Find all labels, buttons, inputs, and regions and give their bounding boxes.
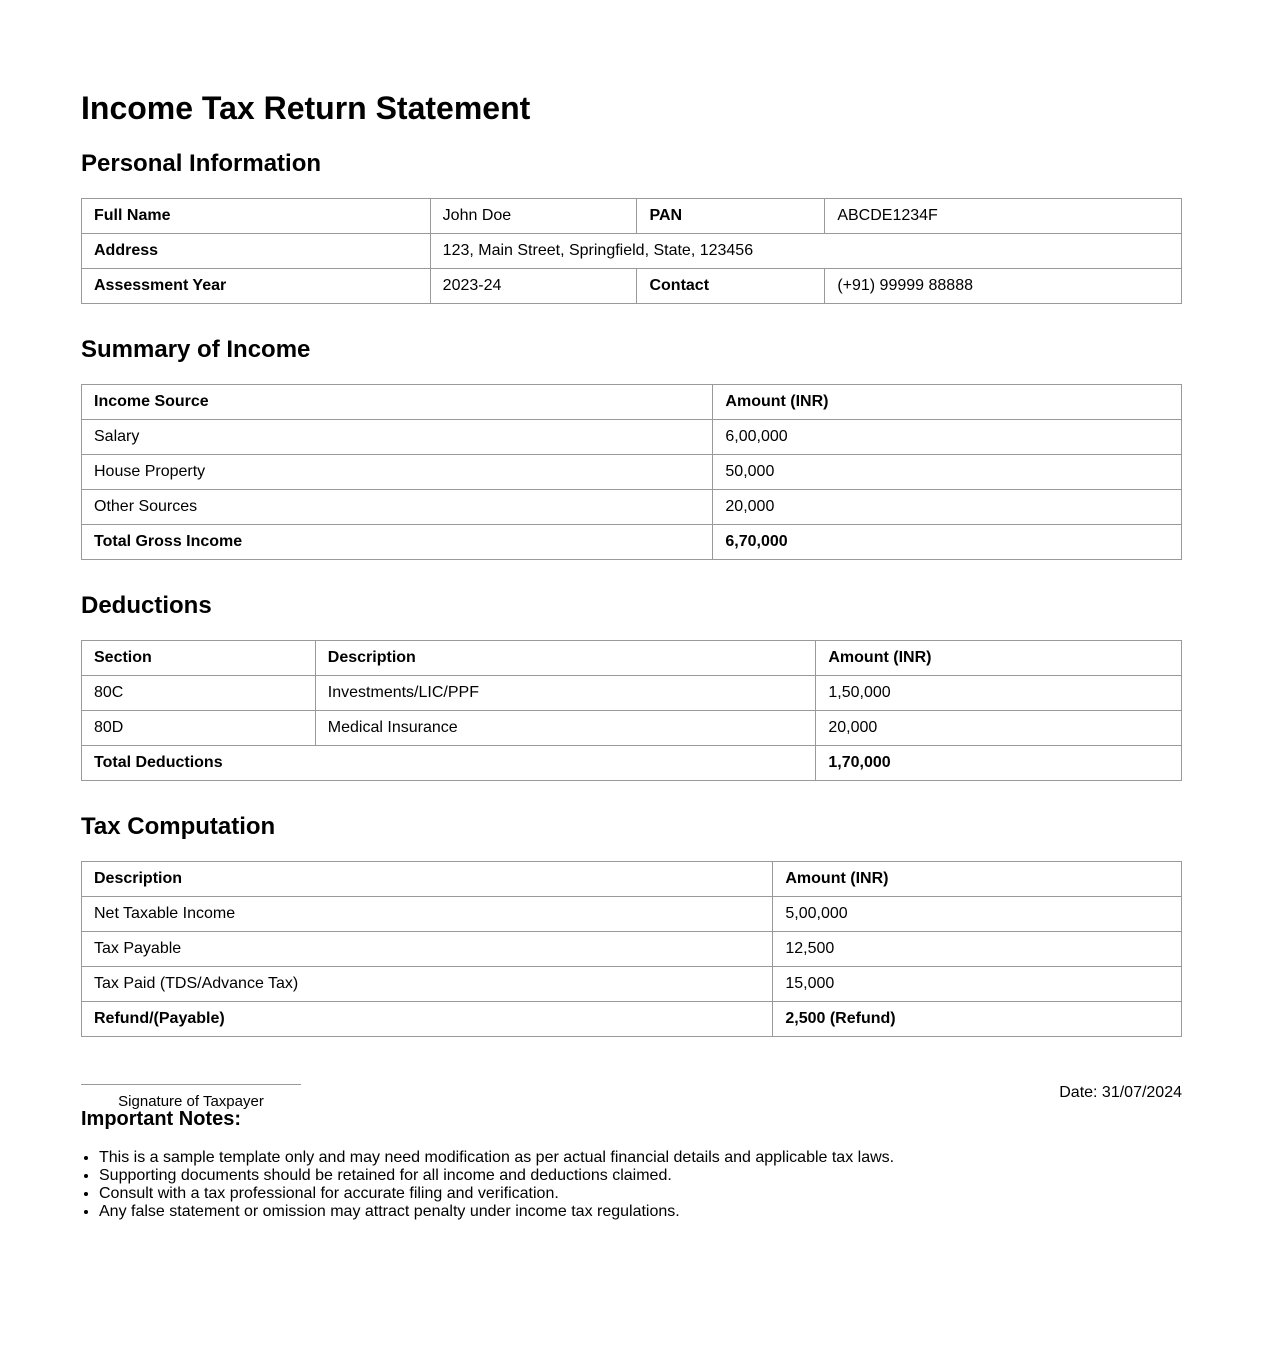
income-amount: 50,000 [713, 455, 1182, 490]
personal-info-table [81, 198, 1182, 304]
deductions-heading: Deductions [81, 592, 212, 619]
refund-amount: 2,500 (Refund) [773, 1002, 1182, 1037]
tax-amount-header: Amount (INR) [773, 862, 1182, 897]
list-item: • Supporting documents should be retained for all income and deductions claimed. [99, 1167, 1179, 1185]
notes-heading: Important Notes: [81, 1108, 241, 1130]
table-row [82, 420, 1182, 455]
table-row [82, 234, 1182, 269]
income-amount: 6,00,000 [713, 420, 1182, 455]
contact-label: Contact [637, 269, 825, 304]
table-header-row [82, 385, 1182, 420]
personal-info-heading: Personal Information [81, 150, 322, 177]
tax-amount: 15,000 [773, 967, 1182, 1002]
tax-table [81, 861, 1182, 1037]
pan-value: ABCDE1234F [825, 199, 1182, 234]
tax-heading: Tax Computation [81, 813, 276, 840]
income-amount: 20,000 [713, 490, 1182, 525]
income-source: Other Sources [82, 490, 713, 525]
full-name-label: Full Name [82, 199, 431, 234]
deductions-table [81, 640, 1182, 781]
tax-description: Tax Payable [82, 932, 773, 967]
deduction-amount: 1,50,000 [816, 676, 1182, 711]
income-amount-header: Amount (INR) [713, 385, 1182, 420]
assessment-year-value: 2023-24 [430, 269, 637, 304]
tax-amount: 12,500 [773, 932, 1182, 967]
section-header: Section [82, 641, 316, 676]
table-row [82, 490, 1182, 525]
list-item: • Consult with a tax professional for accurate filing and verification. [99, 1185, 1179, 1203]
date-text: Date: 31/07/2024 [1059, 1084, 1182, 1101]
table-row [82, 897, 1182, 932]
tax-amount: 5,00,000 [773, 897, 1182, 932]
signature-label: Signature of Taxpayer [118, 1093, 264, 1110]
address-value: 123, Main Street, Springfield, State, 123456 [430, 234, 1181, 269]
income-source: House Property [82, 455, 713, 490]
refund-label: Refund/(Payable) [82, 1002, 773, 1037]
document-title: Income Tax Return Statement [81, 90, 531, 126]
table-total-row [82, 1002, 1182, 1037]
table-total-row [82, 525, 1182, 560]
total-income-amount: 6,70,000 [713, 525, 1182, 560]
deduction-amount: 20,000 [816, 711, 1182, 746]
list-item: • This is a sample template only and may need modification as per actual financial details and applicable tax laws. [99, 1149, 1179, 1167]
description-header: Description [315, 641, 816, 676]
deduction-section: 80D [82, 711, 316, 746]
table-row [82, 676, 1182, 711]
pan-label: PAN [637, 199, 825, 234]
amount-header: Amount (INR) [816, 641, 1182, 676]
deduction-section: 80C [82, 676, 316, 711]
table-row [82, 711, 1182, 746]
total-deductions-label: Total Deductions [82, 746, 816, 781]
deduction-description: Investments/LIC/PPF [315, 676, 816, 711]
income-table [81, 384, 1182, 560]
income-heading: Summary of Income [81, 336, 311, 363]
total-deductions-amount: 1,70,000 [816, 746, 1182, 781]
table-row [82, 199, 1182, 234]
table-row [82, 932, 1182, 967]
table-row [82, 455, 1182, 490]
full-name-value: John Doe [430, 199, 637, 234]
income-source: Salary [82, 420, 713, 455]
tax-description: Net Taxable Income [82, 897, 773, 932]
table-row [82, 967, 1182, 1002]
tax-description-header: Description [82, 862, 773, 897]
tax-description: Tax Paid (TDS/Advance Tax) [82, 967, 773, 1002]
deduction-description: Medical Insurance [315, 711, 816, 746]
total-income-label: Total Gross Income [82, 525, 713, 560]
income-source-header: Income Source [82, 385, 713, 420]
address-label: Address [82, 234, 431, 269]
table-row [82, 269, 1182, 304]
notes-list [81, 1149, 1179, 1221]
table-header-row [82, 641, 1182, 676]
list-item: • Any false statement or omission may attract penalty under income tax regulations. [99, 1203, 1179, 1221]
assessment-year-label: Assessment Year [82, 269, 431, 304]
table-total-row [82, 746, 1182, 781]
contact-value: (+91) 99999 88888 [825, 269, 1182, 304]
table-header-row [82, 862, 1182, 897]
signature-line [81, 1084, 301, 1110]
